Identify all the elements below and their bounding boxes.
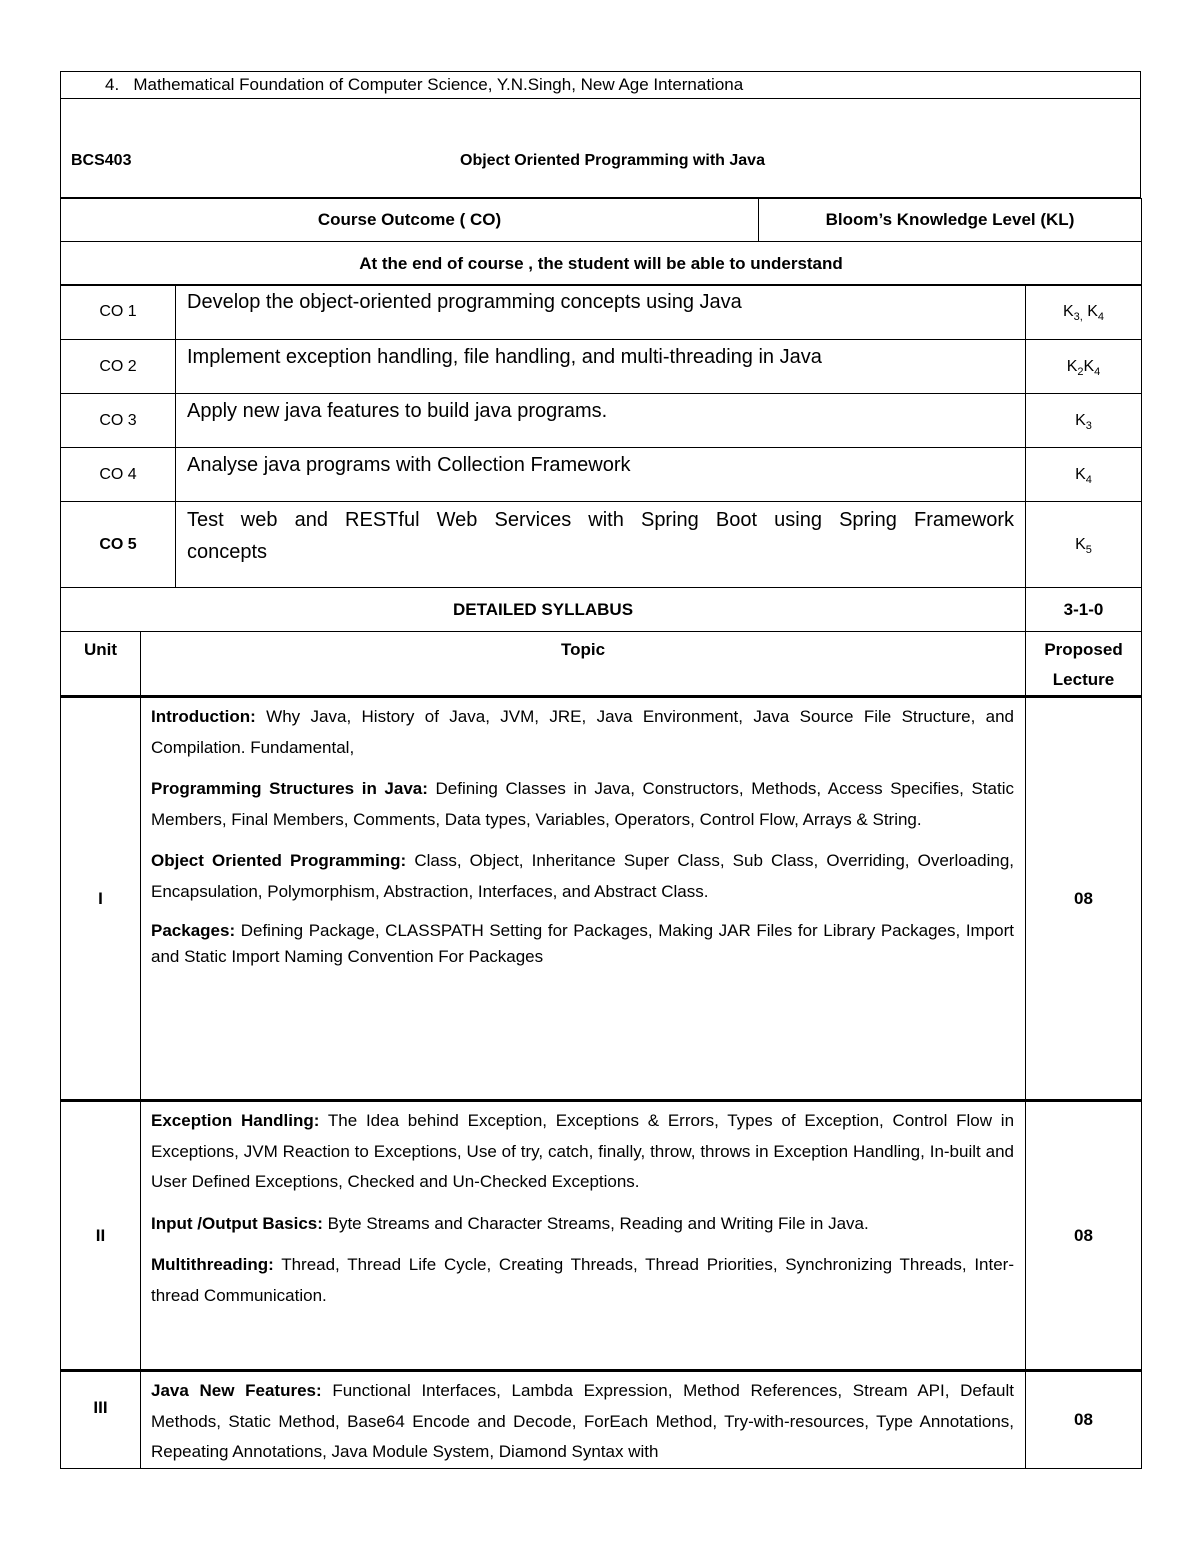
reference-text: Mathematical Foundation of Computer Science, Y.N.Singh, New Age Internationa xyxy=(133,75,744,94)
course-code: BCS403 xyxy=(71,152,132,169)
outcome-text: Implement exception handling, file handling, and multi-threading in Java xyxy=(176,340,1026,394)
topic-body: Thread, Thread Life Cycle, Creating Threads, Thread Priorities, Synchronizing Threads, Inter-thread Communication. xyxy=(151,1255,1015,1305)
topic-column-header: Topic xyxy=(141,632,1026,697)
topic-section xyxy=(151,918,1014,970)
outcome-kl: $K_4$ xyxy=(1026,448,1142,502)
unit-column-header: Unit xyxy=(61,632,141,697)
topic-heading: Programming Structures in Java: xyxy=(151,779,428,798)
topic-heading: Introduction: xyxy=(151,707,256,726)
outcome-intro: At the end of course , the student will be able to understand xyxy=(61,242,1142,286)
unit-topics xyxy=(141,697,1026,1101)
outcome-text: Develop the object-oriented programming concepts using Java xyxy=(176,285,1026,340)
topic-heading: Packages: xyxy=(151,921,236,940)
topic-section xyxy=(151,1250,1014,1311)
topic-body: Class, Object, Inheritance Super Class, Sub Class, Overriding, Overloading, Encapsulation, Polymorphism, Abstraction, Interfaces, and Abstract Class. xyxy=(151,851,1015,901)
outcome-row xyxy=(61,285,1142,340)
outcome-kl: $K_2K_4$ xyxy=(1026,340,1142,394)
outcome-header-table xyxy=(60,198,1142,286)
topic-heading: Exception Handling: xyxy=(151,1111,320,1130)
outcome-kl: $K_5$ xyxy=(1026,502,1142,588)
outcome-text: Apply new java features to build java programs. xyxy=(176,394,1026,448)
outcome-id: CO 3 xyxy=(61,394,176,448)
topic-section xyxy=(151,774,1014,835)
topic-body: Functional Interfaces, Lambda Expression, Method References, Stream API, Default Methods, Static Method, Base64 Encode and Decode, ForEach Method, Try-with-resources, Type Annotations, Repeating Annotations, Java Module System, Diamond Syntax with xyxy=(151,1381,1015,1461)
topic-heading: Object Oriented Programming: xyxy=(151,851,407,870)
unit-topics xyxy=(141,1101,1026,1371)
outcome-row xyxy=(61,340,1142,394)
course-title-row xyxy=(61,99,1141,198)
outcome-text: Test web and RESTful Web Services with Spring Boot using Spring Framework concepts xyxy=(176,502,1026,588)
course-header-table xyxy=(60,71,1141,198)
outcome-id: CO 5 xyxy=(61,502,176,588)
unit-number: I xyxy=(61,697,141,1101)
outcome-row xyxy=(61,502,1142,588)
topic-heading: Input /Output Basics: xyxy=(151,1213,323,1233)
topic-heading: Java New Features: xyxy=(151,1381,322,1400)
lecture-column-header: Proposed Lecture xyxy=(1026,632,1142,697)
unit-topics xyxy=(141,1371,1026,1469)
topic-section xyxy=(151,1376,1014,1468)
course-title: Object Oriented Programming with Java xyxy=(460,152,765,169)
syllabus-table xyxy=(60,587,1142,1469)
unit-number: III xyxy=(61,1371,141,1469)
topic-section xyxy=(151,702,1014,763)
outcome-id: CO 2 xyxy=(61,340,176,394)
topic-body: Defining Package, CLASSPATH Setting for Packages, Making JAR Files for Library Packages, Import and Static Import Naming Convention For Packages xyxy=(151,921,1015,966)
topic-heading: Multithreading: xyxy=(151,1255,274,1274)
syllabus-ltp: 3-1-0 xyxy=(1026,588,1142,632)
outcome-id: CO 4 xyxy=(61,448,176,502)
unit-lectures: 08 xyxy=(1026,1371,1142,1469)
topic-body: Why Java, History of Java, JVM, JRE, Java Environment, Java Source File Structure, and Compilation. Fundamental, xyxy=(151,707,1015,757)
topic-body: Byte Streams and Character Streams, Reading and Writing File in Java. xyxy=(322,1213,869,1233)
topic-section xyxy=(151,1106,1014,1198)
outcome-row xyxy=(61,448,1142,502)
unit-row xyxy=(61,697,1142,1101)
unit-row xyxy=(61,1101,1142,1371)
topic-body: Defining Classes in Java, Constructors, Methods, Access Specifies, Static Members, Final Members, Comments, Data types, Variables, Operators, Control Flow, Arrays & String. xyxy=(151,779,1015,829)
course-outcomes-table xyxy=(60,284,1142,588)
unit-lectures: 08 xyxy=(1026,697,1142,1101)
unit-lectures: 08 xyxy=(1026,1101,1142,1371)
topic-section xyxy=(151,846,1014,907)
unit-number: II xyxy=(61,1101,141,1371)
outcome-kl: $K_{3,}$ $K_4$ xyxy=(1026,285,1142,340)
outcome-row xyxy=(61,394,1142,448)
course-outcome-header: Course Outcome ( CO) xyxy=(61,199,759,242)
unit-row xyxy=(61,1371,1142,1469)
outcome-kl: $K_3$ xyxy=(1026,394,1142,448)
outcome-text: Analyse java programs with Collection Framework xyxy=(176,448,1026,502)
topic-body: The Idea behind Exception, Exceptions & Errors, Types of Exception, Control Flow in Exceptions, JVM Reaction to Exceptions, Use of try, catch, finally, throw, throws in Exception Handling, In-built and User Defined Exceptions, Checked and Un-Checked Exceptions. xyxy=(151,1111,1015,1191)
outcome-id: CO 1 xyxy=(61,285,176,340)
reference-row xyxy=(61,72,1141,99)
reference-number: 4. xyxy=(105,75,120,94)
blooms-level-header: Bloom’s Knowledge Level (KL) xyxy=(759,199,1142,242)
syllabus-title: DETAILED SYLLABUS xyxy=(61,588,1026,632)
topic-section xyxy=(151,1209,1014,1240)
